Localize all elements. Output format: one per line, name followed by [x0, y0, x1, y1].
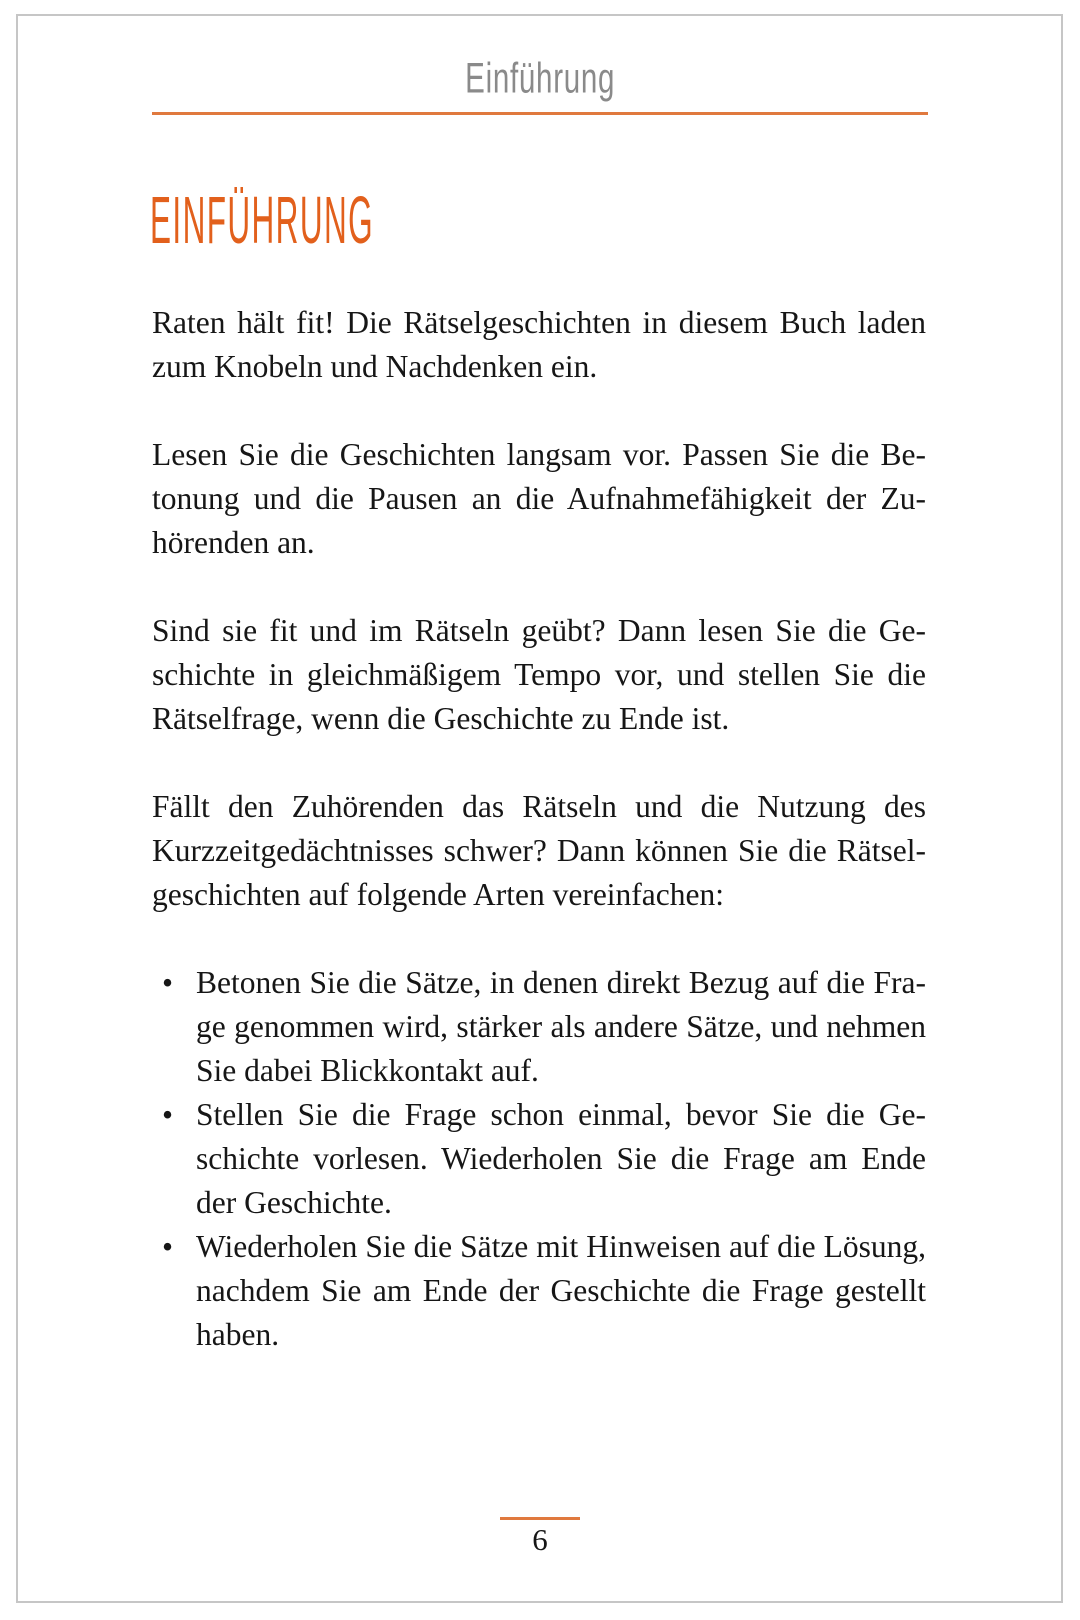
bullet-list	[152, 961, 926, 1357]
paragraph-2: Lesen Sie die Geschichten langsam vor. Passen Sie die Be- tonung und die Pausen an die Aufnahmefähigkeit der Zu- hörenden an.	[152, 437, 926, 560]
list-item-text: Wiederholen Sie die Sätze mit Hinweisen auf die Lösung, nachdem Sie am Ende der Geschichte die Frage gestellt haben.	[196, 1229, 926, 1352]
list-item-text: Betonen Sie die Sätze, in denen direkt Bezug auf die Fra- ge genommen wird, stärker als andere Sätze, und nehmen Sie dabei Blickkontakt auf.	[196, 965, 926, 1088]
list-item	[152, 1225, 926, 1357]
body-text	[152, 301, 926, 1357]
page-title-text: EINFÜHRUNG	[150, 183, 375, 258]
list-item	[152, 1093, 926, 1225]
running-header-text: Einführung	[464, 54, 615, 102]
header-divider	[152, 112, 928, 115]
page-number: 6	[532, 1522, 548, 1557]
paragraph-3: Sind sie fit und im Rätseln geübt? Dann lesen Sie die Ge- schichte in gleichmäßigem Tempo vor, und stellen Sie die Rätselfrage, wenn die Geschichte zu Ende ist.	[152, 613, 926, 736]
bullet-icon: •	[162, 1097, 174, 1132]
page-title	[150, 183, 627, 258]
list-item	[152, 961, 926, 1093]
running-header	[0, 52, 1080, 104]
paragraph-4: Fällt den Zuhörenden das Rätseln und die Nutzung des Kurzzeitgedächtnisses schwer? Dann können Sie die Rätsel- geschichten auf folgende Arten vereinfachen:	[152, 789, 926, 912]
footer-divider	[500, 1517, 580, 1520]
paragraph-1: Raten hält fit! Die Rätselgeschichten in diesem Buch laden zum Knobeln und Nachdenken ein.	[152, 305, 926, 384]
bullet-icon: •	[162, 965, 174, 1000]
bullet-icon: •	[162, 1229, 174, 1264]
list-item-text: Stellen Sie die Frage schon einmal, bevor Sie die Ge- schichte vorlesen. Wiederholen Sie die Frage am Ende der Geschichte.	[196, 1097, 926, 1220]
